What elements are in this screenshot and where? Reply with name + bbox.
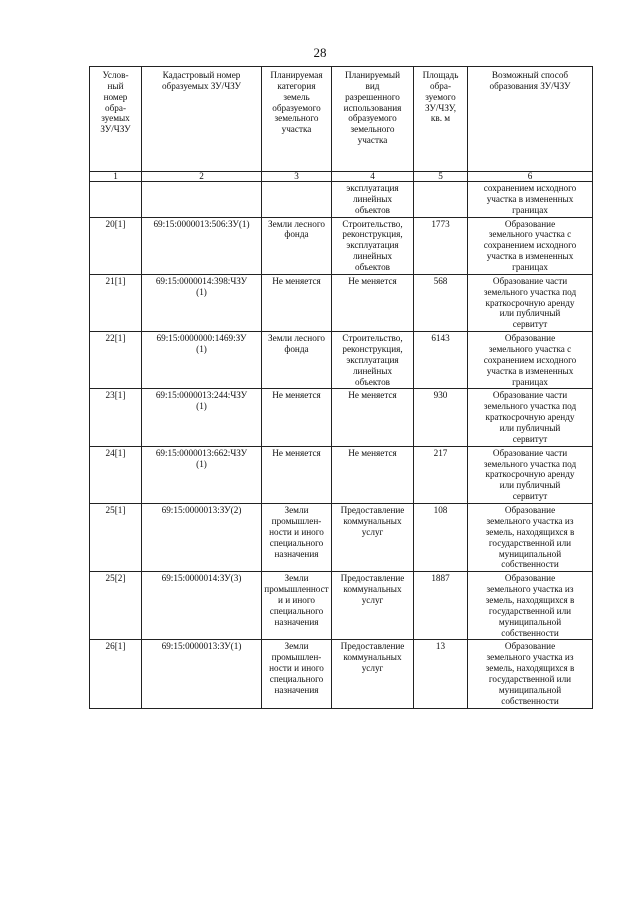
permitted-use-cell-text: Не меняется bbox=[348, 390, 397, 401]
row-id-cell-text: 26[1] bbox=[105, 641, 126, 652]
table-row bbox=[90, 504, 593, 572]
row-id-cell-text: 25[1] bbox=[105, 505, 126, 516]
table-row bbox=[90, 182, 593, 218]
permitted-use-cell bbox=[332, 182, 414, 218]
permitted-use-cell bbox=[332, 217, 414, 274]
column-number-row bbox=[90, 172, 593, 182]
permitted-use-cell-text: Строительство, реконструкция, эксплуатация линейных объектов bbox=[342, 333, 403, 387]
area-cell-text: 568 bbox=[433, 275, 448, 286]
formation-method-cell-text: Образование части земельного участка под краткосрочную аренду или публичный сервитут bbox=[483, 275, 577, 330]
permitted-use-cell bbox=[332, 640, 414, 708]
area-cell-text: 13 bbox=[435, 641, 446, 652]
row-id-cell bbox=[90, 217, 142, 274]
cadastral-number-cell bbox=[142, 182, 262, 218]
area-cell-text: 108 bbox=[433, 505, 448, 516]
cadastral-number-cell-text: 69:15:0000013:662:ЧЗУ (1) bbox=[155, 447, 248, 469]
row-id-cell bbox=[90, 504, 142, 572]
cadastral-number-cell bbox=[142, 217, 262, 274]
row-id-cell bbox=[90, 389, 142, 446]
row-id-cell bbox=[90, 446, 142, 503]
permitted-use-cell-text: Предоставление коммунальных услуг bbox=[340, 505, 405, 537]
area-cell bbox=[414, 389, 468, 446]
table-row bbox=[90, 274, 593, 331]
formation-method-cell bbox=[468, 572, 593, 640]
column-number: 4 bbox=[332, 172, 414, 182]
area-cell bbox=[414, 446, 468, 503]
cadastral-number-cell bbox=[142, 640, 262, 708]
formation-method-cell bbox=[468, 504, 593, 572]
header-text: Кадастровый номер образуемых ЗУ/ЧЗУ bbox=[161, 70, 242, 91]
header-cell-method bbox=[468, 67, 593, 172]
row-id-cell-text: 23[1] bbox=[105, 390, 126, 401]
formation-method-cell bbox=[468, 182, 593, 218]
area-cell bbox=[414, 332, 468, 389]
permitted-use-cell bbox=[332, 572, 414, 640]
formation-method-cell-text: Образование земельного участка с сохранением исходного участка в измененных границах bbox=[483, 333, 577, 387]
area-cell bbox=[414, 504, 468, 572]
table-row bbox=[90, 389, 593, 446]
permitted-use-cell bbox=[332, 446, 414, 503]
cadastral-number-cell bbox=[142, 504, 262, 572]
column-number: 3 bbox=[262, 172, 332, 182]
area-cell bbox=[414, 182, 468, 218]
formation-method-cell bbox=[468, 274, 593, 331]
cadastral-number-cell bbox=[142, 572, 262, 640]
column-number: 1 bbox=[90, 172, 142, 182]
formation-method-cell-text: Образование земельного участка с сохранением исходного участка в измененных границах bbox=[483, 218, 577, 273]
land-category-cell-text: Не меняется bbox=[272, 390, 321, 401]
formation-method-cell-text: Образование части земельного участка под краткосрочную аренду или публичный сервитут bbox=[483, 390, 577, 444]
land-category-cell bbox=[262, 504, 332, 572]
header-text: Планируемый вид разрешенного использования образуемого земельного участка bbox=[343, 70, 402, 146]
formation-method-cell-text: Образование земельного участка из земель, находящихся в государственной или муниципальной собственности bbox=[485, 573, 575, 638]
header-cell-use bbox=[332, 67, 414, 172]
land-category-cell bbox=[262, 182, 332, 218]
area-cell-text: 6143 bbox=[431, 333, 450, 344]
header-cell-area bbox=[414, 67, 468, 172]
permitted-use-cell bbox=[332, 332, 414, 389]
permitted-use-cell-text: Предоставление коммунальных услуг bbox=[340, 641, 405, 674]
header-row bbox=[90, 67, 593, 172]
land-plots-table bbox=[89, 66, 593, 709]
table-row bbox=[90, 446, 593, 503]
land-category-cell bbox=[262, 217, 332, 274]
land-category-cell bbox=[262, 446, 332, 503]
column-number: 2 bbox=[142, 172, 262, 182]
permitted-use-cell bbox=[332, 274, 414, 331]
table-row bbox=[90, 332, 593, 389]
land-category-cell-text: Земли лесного фонда bbox=[268, 333, 325, 355]
permitted-use-cell-text: Строительство, реконструкция, эксплуатация линейных объектов bbox=[342, 218, 403, 273]
land-category-cell bbox=[262, 640, 332, 708]
permitted-use-cell-text: Не меняется bbox=[348, 275, 397, 286]
cadastral-number-cell bbox=[142, 274, 262, 331]
row-id-cell bbox=[90, 274, 142, 331]
land-category-cell bbox=[262, 274, 332, 331]
formation-method-cell-text: сохранением исходного участка в измененных границах bbox=[483, 183, 577, 215]
row-id-cell bbox=[90, 332, 142, 389]
row-id-cell-text: 24[1] bbox=[105, 447, 126, 458]
land-category-cell-text: Земли промышлен- ности и иного специального назначения bbox=[269, 505, 324, 559]
cadastral-number-cell-text: 69:15:0000014:ЗУ(3) bbox=[161, 573, 242, 584]
header-cell-id bbox=[90, 67, 142, 172]
header-text: Площадь обра- зуемого ЗУ/ЧЗУ, кв. м bbox=[422, 70, 459, 124]
table-row bbox=[90, 640, 593, 708]
formation-method-cell bbox=[468, 389, 593, 446]
formation-method-cell-text: Образование части земельного участка под краткосрочную аренду или публичный сервитут bbox=[483, 447, 577, 502]
row-id-cell-text: 20[1] bbox=[105, 218, 126, 229]
area-cell bbox=[414, 217, 468, 274]
table-row bbox=[90, 572, 593, 640]
header-text: Возможный способ образования ЗУ/ЧЗУ bbox=[489, 70, 571, 91]
cadastral-number-cell-text: 69:15:0000014:398:ЧЗУ (1) bbox=[155, 275, 248, 297]
header-cell-category bbox=[262, 67, 332, 172]
area-cell-text: 1887 bbox=[431, 573, 450, 584]
formation-method-cell bbox=[468, 217, 593, 274]
permitted-use-cell-text: Не меняется bbox=[348, 447, 397, 458]
row-id-cell-text: 21[1] bbox=[105, 275, 126, 286]
formation-method-cell-text: Образование земельного участка из земель, находящихся в государственной или муниципальной собственности bbox=[485, 505, 575, 570]
column-number: 5 bbox=[414, 172, 468, 182]
area-cell-text: 1773 bbox=[431, 218, 450, 229]
row-id-cell bbox=[90, 182, 142, 218]
area-cell-text: 930 bbox=[433, 390, 448, 401]
cadastral-number-cell bbox=[142, 332, 262, 389]
cadastral-number-cell-text: 69:15:0000013:ЗУ(1) bbox=[161, 641, 242, 652]
land-category-cell bbox=[262, 572, 332, 640]
cadastral-number-cell bbox=[142, 446, 262, 503]
header-text: Планируемая категория земель образуемого земельного участка bbox=[270, 70, 323, 135]
row-id-cell-text: 25[2] bbox=[105, 573, 126, 584]
permitted-use-cell-text: эксплуатация линейных объектов bbox=[346, 183, 399, 215]
land-category-cell-text: Земли промышленности и иного специального назначения bbox=[264, 573, 329, 627]
permitted-use-cell bbox=[332, 504, 414, 572]
area-cell-text: 217 bbox=[433, 447, 448, 458]
row-id-cell-text: 22[1] bbox=[105, 333, 126, 344]
formation-method-cell bbox=[468, 332, 593, 389]
land-category-cell-text: Не меняется bbox=[272, 447, 321, 458]
area-cell bbox=[414, 640, 468, 708]
land-category-cell-text: Земли лесного фонда bbox=[268, 218, 325, 240]
header-cell-cadastral bbox=[142, 67, 262, 172]
land-category-cell-text: Земли промышлен- ности и иного специального назначения bbox=[269, 641, 324, 695]
cadastral-number-cell-text: 69:15:0000013:ЗУ(2) bbox=[161, 505, 242, 516]
permitted-use-cell-text: Предоставление коммунальных услуг bbox=[340, 573, 405, 605]
land-category-cell bbox=[262, 389, 332, 446]
table-row bbox=[90, 217, 593, 274]
cadastral-number-cell-text: 69:15:0000013:244:ЧЗУ (1) bbox=[155, 390, 248, 412]
header-text: Услов- ный номер обра- зуемых ЗУ/ЧЗУ bbox=[100, 70, 131, 135]
formation-method-cell-text: Образование земельного участка из земель, находящихся в государственной или муниципальной собственности bbox=[485, 641, 575, 706]
page-number: 28 bbox=[313, 45, 327, 60]
area-cell bbox=[414, 572, 468, 640]
formation-method-cell bbox=[468, 446, 593, 503]
land-category-cell bbox=[262, 332, 332, 389]
permitted-use-cell bbox=[332, 389, 414, 446]
column-number: 6 bbox=[468, 172, 593, 182]
row-id-cell bbox=[90, 640, 142, 708]
cadastral-number-cell bbox=[142, 389, 262, 446]
land-category-cell-text: Не меняется bbox=[272, 275, 321, 286]
row-id-cell bbox=[90, 572, 142, 640]
formation-method-cell bbox=[468, 640, 593, 708]
cadastral-number-cell-text: 69:15:0000013:506:ЗУ(1) bbox=[153, 218, 250, 229]
area-cell bbox=[414, 274, 468, 331]
cadastral-number-cell-text: 69:15:0000000:1469:ЗУ (1) bbox=[156, 333, 247, 355]
